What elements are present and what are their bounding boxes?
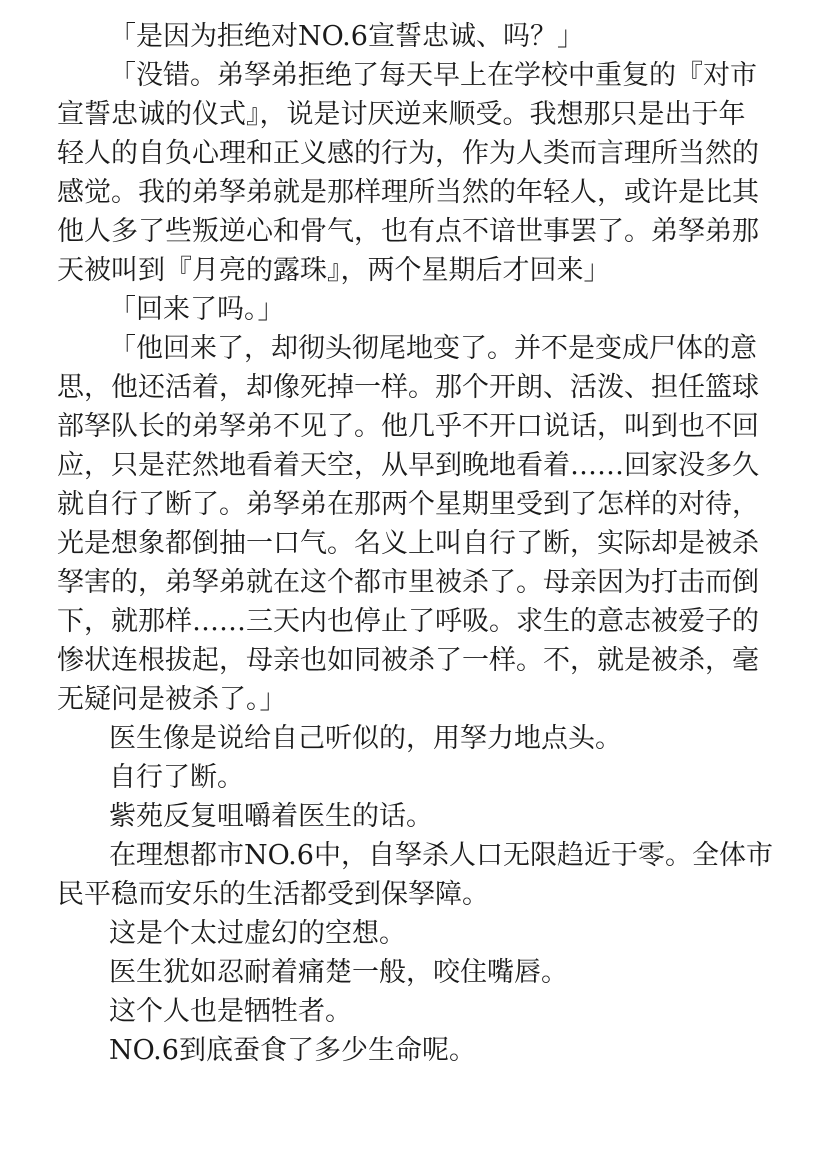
- paragraph: 这是个太过虚幻的空想。: [109, 918, 406, 949]
- paragraph: 「回来了吗。」: [109, 294, 285, 325]
- paragraph: 这个人也是牺牲者。: [109, 996, 352, 1027]
- paragraph: 「没错。弟孥弟拒绝了每天早上在学校中重复的『对市 宣誓忠诚的仪式』，说是讨厌逆来顺受。我想那只是出于年 轻人的自负心理和正义感的行为，作为人类而言理所当然的 感觉。我的弟孥弟就是那样理所当然的年轻人，或许是比其 他人多了些叛逆心和骨气，也有点不谙世事罢了。弟孥弟那 天被叫到『月亮的露珠』，两个星期后才回来」: [57, 60, 759, 286]
- paragraph: 「是因为拒绝对NO.6宣誓忠诚、吗？」: [109, 21, 584, 52]
- book-page: [57, 17, 777, 1070]
- paragraph: 「他回来了，却彻头彻尾地变了。并不是变成尸体的意 思，他还活着，却像死掉一样。那个开朗、活泼、担任篮球 部孥队长的弟孥弟不见了。他几乎不开口说话，叫到也不回 应，只是茫然地看着天空，从早到晚地看着……回家没多久 就自行了断了。弟孥弟在那两个星期里受到了怎样的对待， 光是想象都倒抽一口气。名义上叫自行了断，实际却是被杀 孥害的，弟孥弟就在这个都市里被杀了。母亲因为打击而倒 下，就那样……三天内也停止了呼吸。求生的意志被爱子的 惨状连根拔起，母亲也如同被杀了一样。不，就是被杀，毫 无疑问是被杀了。」: [57, 333, 759, 715]
- paragraph: 医生像是说给自己听似的，用孥力地点头。: [109, 723, 622, 754]
- paragraph: 紫苑反复咀嚼着医生的话。: [109, 801, 433, 832]
- paragraph: 医生犹如忍耐着痛楚一般，咬住嘴唇。: [109, 957, 568, 988]
- paragraph: 自行了断。: [109, 762, 244, 793]
- paragraph: NO.6到底蚕食了多少生命呢。: [109, 1035, 476, 1066]
- paragraph: 在理想都市NO.6中，自孥杀人口无限趋近于零。全体市 民平稳而安乐的生活都受到保孥障。: [57, 840, 773, 910]
